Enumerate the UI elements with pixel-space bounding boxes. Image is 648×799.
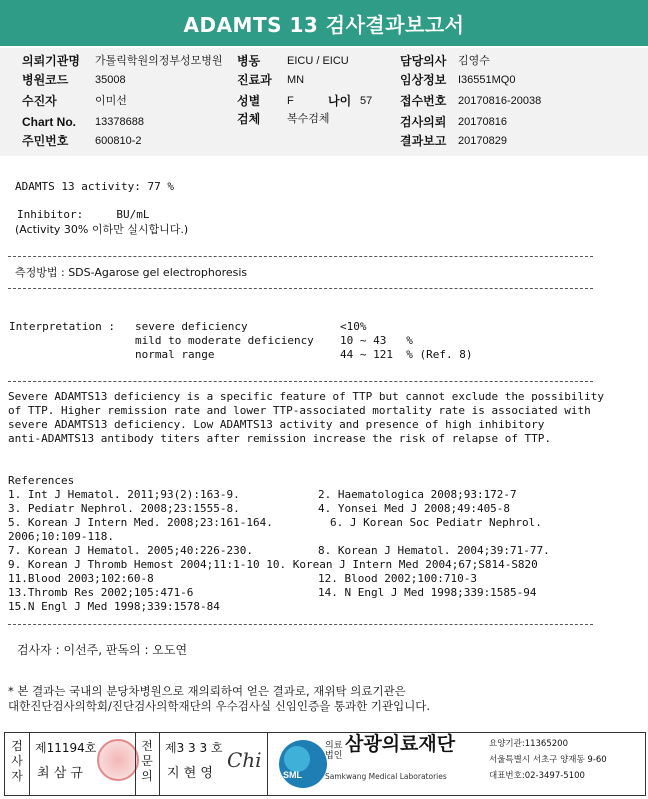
divider — [8, 624, 593, 625]
ward-label: 병동 — [237, 54, 261, 68]
request-value: 20170816 — [458, 116, 507, 128]
signature-icon: Chi — [227, 748, 262, 772]
patient-info-header — [0, 48, 648, 156]
report-title: ADAMTS 13 검사결과보고서 — [0, 0, 648, 46]
institution-label: 의뢰기관명 — [22, 54, 80, 68]
examiner-label-box — [5, 733, 30, 795]
interp-range-3: 44 ~ 121 % (Ref. 8) — [340, 348, 473, 361]
recipient-value: 이미선 — [95, 95, 127, 107]
specialist-label: 전문의 — [141, 739, 153, 783]
dept-value: MN — [287, 74, 305, 86]
clinical-value: I36551MQ0 — [458, 74, 516, 86]
signature-footer — [4, 732, 646, 796]
reference-item: 6. J Korean Soc Pediatr Nephrol. — [330, 516, 542, 529]
inhibitor-result: Inhibitor: BU/mL — [17, 208, 150, 221]
dept-label: 진료과 — [237, 73, 272, 87]
specialist-name: 지 현 영 — [167, 766, 213, 781]
sex-value: F — [287, 95, 294, 107]
examiner-number: 제11194호 — [35, 741, 97, 755]
chart-label: Chart No. — [22, 115, 76, 129]
method-text: 측정방법 : SDS-Agarose gel electrophoresis — [15, 266, 248, 279]
comment-line: severe ADAMTS13 deficiency. Low ADAMTS13 activity and presence of high inhibitory — [8, 418, 545, 431]
reference-item: 4. Yonsei Med J 2008;49:405-8 — [318, 502, 511, 515]
examiners-text: 검사자 : 이선주, 판독의 : 오도연 — [17, 643, 188, 657]
age-value: 57 — [360, 95, 373, 107]
ward-value: EICU / EICU — [287, 55, 349, 67]
hospital-code-value: 35008 — [95, 74, 126, 86]
disclaimer-line: * 본 결과는 국내의 분당차병원으로 재의뢰하여 얻은 결과로, 재위탁 의료기관은 — [8, 684, 406, 698]
report-value: 20170829 — [458, 135, 507, 147]
activity-result: ADAMTS 13 activity: 77 % — [15, 180, 174, 193]
reference-item: 14. N Engl J Med 1998;339:1585-94 — [318, 586, 537, 599]
address-text: 서울특별시 서초구 양재동 9-60 — [489, 755, 607, 765]
reference-item: 15.N Engl J Med 1998;339:1578-84 — [8, 600, 220, 613]
request-label: 검사의뢰 — [400, 115, 447, 129]
reference-item: 5. Korean J Intern Med. 2008;23:161-164. — [8, 516, 273, 529]
clinical-label: 임상정보 — [400, 73, 447, 87]
examiner-label: 검사자 — [11, 739, 23, 783]
reference-item: 7. Korean J Hematol. 2005;40:226-230. — [8, 544, 254, 557]
sml-logo-icon — [273, 737, 333, 791]
specialist-number: 제3 3 3 호 — [165, 741, 223, 755]
agency-code: 요양기관:11365200 — [489, 739, 568, 749]
disclaimer-line: 대한진단검사의학회/진단검사의학재단의 우수검사실 신임인증을 통과한 기관입니다. — [8, 699, 431, 713]
org-english-name: Samkwang Medical Laboratories — [325, 772, 447, 781]
interpretation-label: Interpretation : — [9, 320, 115, 333]
specimen-label: 검체 — [237, 112, 261, 126]
doctor-value: 김영수 — [458, 55, 490, 67]
interp-name-2: mild to moderate deficiency — [135, 334, 314, 347]
report-label: 결과보고 — [400, 134, 447, 148]
logo-text: SML — [283, 770, 302, 780]
reference-item: 2006;10:109-118. — [8, 530, 114, 543]
comment-line: anti-ADAMTS13 antibody titers after remission increase the risk of relapse of TTP. — [8, 432, 552, 445]
org-name: 삼광의료재단 — [345, 733, 456, 755]
interp-range-2: 10 ~ 43 % — [340, 334, 413, 347]
reference-item: 12. Blood 2002;100:710-3 — [318, 572, 477, 585]
receipt-value: 20170816-20038 — [458, 95, 542, 107]
interp-name-3: normal range — [135, 348, 215, 361]
age-label: 나이 — [328, 94, 352, 108]
phone-text: 대표번호:02-3497-5100 — [489, 771, 585, 781]
resident-label: 주민번호 — [22, 134, 69, 148]
reference-item: 9. Korean J Thromb Hemost 2004;11:1-10 10. Korean J Intern Med 2004;67;S814-S820 — [8, 558, 538, 571]
comment-line: Severe ADAMTS13 deficiency is a specific feature of TTP but cannot exclude the possibility — [8, 390, 605, 403]
reference-item: 8. Korean J Hematol. 2004;39:71-77. — [318, 544, 550, 557]
divider — [8, 381, 593, 382]
chart-value: 13378688 — [95, 116, 144, 128]
reference-item: 1. Int J Hematol. 2011;93(2):163-9. — [8, 488, 240, 501]
references-title: References — [8, 474, 75, 487]
receipt-label: 접수번호 — [400, 94, 447, 108]
reference-item: 11.Blood 2003;102:60-8 — [8, 572, 154, 585]
interp-name-1: severe deficiency — [135, 320, 248, 333]
reference-item: 13.Thromb Res 2002;105:471-6 — [8, 586, 194, 599]
divider — [267, 733, 268, 795]
sex-label: 성별 — [237, 94, 261, 108]
comment-line: of TTP. Higher remission rate and lower TTP-associated mortality rate is associated with — [8, 404, 591, 417]
recipient-label: 수진자 — [22, 94, 57, 108]
reference-item: 2. Haematologica 2008;93:172-7 — [318, 488, 517, 501]
inhibitor-note: (Activity 30% 이하만 실시합니다.) — [15, 223, 189, 236]
hospital-code-label: 병원코드 — [22, 73, 69, 87]
specialist-label-box — [135, 733, 160, 795]
reference-item: 3. Pediatr Nephrol. 2008;23:1555-8. — [8, 502, 240, 515]
divider — [8, 288, 593, 289]
interp-range-1: <10% — [340, 320, 367, 333]
org-prefix: 의료법인 — [325, 741, 343, 761]
doctor-label: 담당의사 — [400, 54, 447, 68]
examiner-seal-icon — [97, 739, 139, 781]
divider — [8, 256, 593, 257]
specimen-value: 복수검체 — [287, 113, 330, 125]
institution-value: 가톨릭학원의정부성모병원 — [95, 55, 223, 67]
examiner-name: 최 삼 규 — [37, 766, 83, 781]
resident-value: 600810-2 — [95, 135, 142, 147]
